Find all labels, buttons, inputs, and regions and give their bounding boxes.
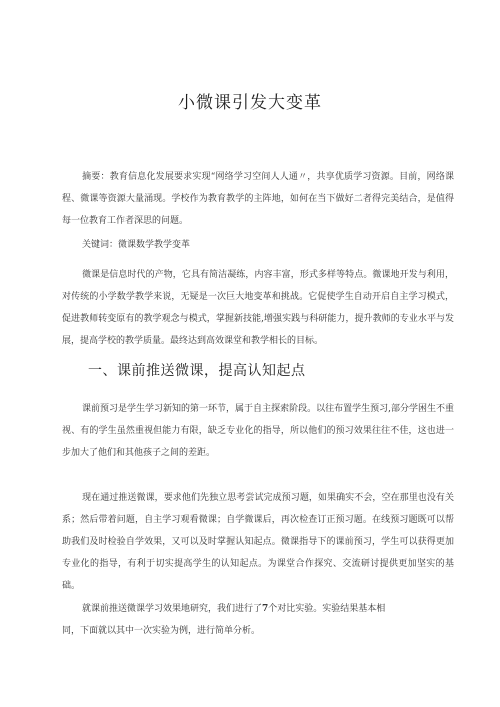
document-title: 小微课引发大变革 [178, 93, 322, 113]
abstract-paragraph [62, 166, 454, 232]
keywords-label: 关键词： [82, 240, 119, 250]
section1-paragraph-3-text-c: 同，下面就以其中一次实验为例，进行简单分析。 [62, 626, 261, 636]
section1-heading: 一、课前推送微课，提高认知起点 [88, 363, 306, 379]
section1-paragraph-3-text-a: 就课前推送微课学习效果地研究，我们进行了 [82, 604, 263, 614]
abstract-text: 教育信息化发展要求实现“网络学习空间人人通〃，共享优质学习资源。目前，网络课程、微课等资源大量涌现。学校作为教育教学的主阵地，如何在当下做好二者得完美结合，是值得每一位教育工作者深思的问题。 [62, 172, 454, 226]
intro-paragraph [62, 264, 454, 352]
keywords-paragraph [62, 234, 454, 256]
abstract-label: 摘要： [82, 172, 110, 182]
keywords-text: 微课数学教学变革 [118, 240, 191, 250]
section1-paragraph-2 [62, 487, 454, 597]
section1-paragraph-1 [62, 398, 454, 464]
section1-paragraph-1-text: 课前预习是学生学习新知的第一环节，属于自主探索阶段。以往布置学生预习,部分学困生不重视、有的学生虽然重视但能力有限，缺乏专业化的指导，所以他们的预习效果往往不佳，这也进一步加大了他们和其他孩子之间的差距。 [62, 404, 454, 458]
section1-paragraph-2-text: 现在通过推送微课，要求他们先独立思考尝试完成预习题，如果确实不会，空在那里也没有关系；然后带着问题，自主学习观看微课；自学微课后，再次检查订正预习题。在线预习题既可以帮助我们及时检验自学效果，又可以及时掌握认知起点。微课指导下的课前预习，学生可以获得更加专业化的指导，有利于切实提高学生的认知起点。为课堂合作探究、交流研讨提供更加坚实的基础。 [62, 493, 454, 591]
section1-paragraph-3-text-b: 个对比实验。实验结果基本相 [268, 604, 386, 614]
experiment-count: 7 [262, 604, 269, 614]
intro-text: 微课是信息时代的产物，它具有简洁凝练，内容丰富，形式多样等特点。微课地开发与利用，对传统的小学数学教学来说，无疑是一次巨大地变革和挑战。它促使学生自动开启自主学习模式，促进教师转变原有的教学观念与模式，掌握新技能,增强实践与科研能力，提升教师的专业水平与发展，提高学校的教学质量。最终达到高效课堂和教学相长的目标。 [62, 270, 454, 346]
section1-paragraph-3 [62, 598, 454, 642]
